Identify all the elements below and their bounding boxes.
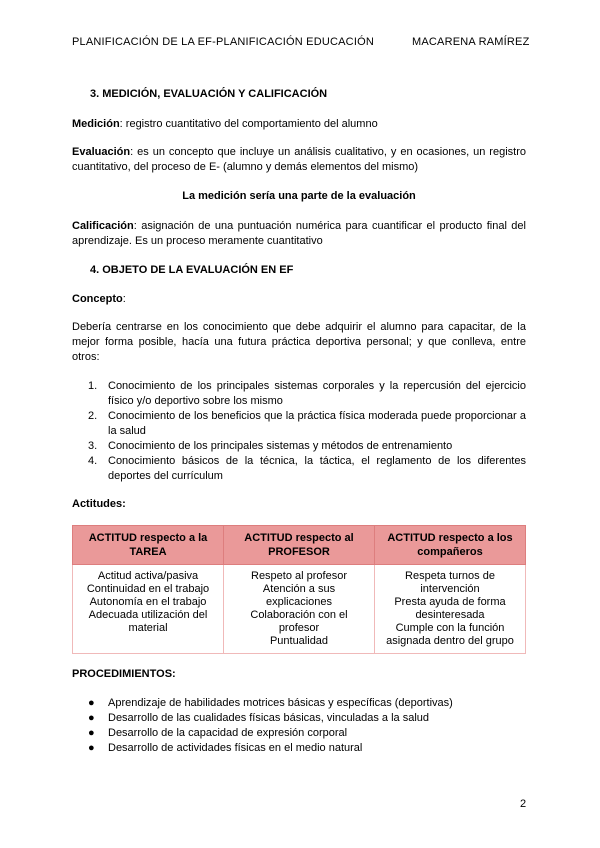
section-4-title: 4. OBJETO DE LA EVALUACIÓN EN EF: [90, 264, 294, 276]
calificacion-text: : asignación de una puntuación numérica para cuantificar el producto final del aprendizaje. Es un proceso meramente cuantitativo: [72, 220, 526, 247]
list-text: Conocimiento de los principales sistemas y métodos de entrenamiento: [108, 440, 453, 452]
list-text: Conocimiento básicos de la técnica, la táctica, el reglamento de los diferentes deportes del currículum: [108, 455, 526, 482]
evaluacion-term: Evaluación: [72, 146, 131, 158]
concepto-colon: :: [122, 293, 126, 305]
calificacion-paragraph: [72, 219, 526, 249]
table-cell-tarea: [73, 565, 224, 654]
list-item: [72, 741, 526, 756]
list-text: Desarrollo de la capacidad de expresión corporal: [108, 727, 348, 739]
cell-line: Autonomía en el trabajo: [89, 596, 207, 608]
bullet-icon: ●: [88, 727, 95, 739]
list-item: [72, 379, 526, 409]
list-item: [72, 726, 526, 741]
bullet-icon: ●: [88, 712, 95, 724]
list-text: Conocimiento de los beneficios que la práctica física moderada puede proporcionar a la salud: [108, 410, 526, 437]
medicion-text: : registro cuantitativo del comportamiento del alumno: [119, 118, 378, 130]
list-item: [72, 439, 526, 454]
table-header-companeros: ACTITUD respecto a los compañeros: [375, 526, 526, 565]
table-header-row: [73, 526, 526, 565]
table-cell-companeros: [375, 565, 526, 654]
evaluacion-text: : es un concepto que incluye un análisis cualitativo, y en ocasiones, un registro cuantitativo, del proceso de E- (alumno y demás elementos del mismo): [72, 146, 526, 173]
table-row: [73, 565, 526, 654]
procedimientos-title: PROCEDIMIENTOS:: [72, 668, 176, 680]
cell-line: Presta ayuda de forma desinteresada: [394, 596, 506, 621]
calificacion-term: Calificación: [72, 220, 134, 232]
actitudes-table: [72, 525, 526, 654]
section-3-title: 3. MEDICIÓN, EVALUACIÓN Y CALIFICACIÓN: [90, 88, 328, 100]
cell-line: Puntualidad: [269, 635, 329, 647]
cell-line: Cumple con la función asignada dentro del grupo: [386, 622, 514, 647]
list-item: [72, 696, 526, 711]
list-text: Conocimiento de los principales sistemas corporales y la repercusión del ejercicio físico y/o deportivo sobre los mismo: [108, 380, 526, 407]
list-text: Desarrollo de actividades físicas en el medio natural: [108, 742, 363, 754]
page-number: 2: [520, 798, 527, 810]
actitudes-title: Actitudes:: [72, 498, 126, 510]
cell-line: Respeta turnos de intervención: [405, 570, 495, 595]
concepto-intro: Debería centrarse en los conocimiento que debe adquirir el alumno para capacitar, de la mejor forma posible, hacía una futura práctica deportiva personal; y que conlleva, entre otros:: [72, 321, 526, 363]
table-cell-profesor: [224, 565, 375, 654]
header-left: PLANIFICACIÓN DE LA EF-PLANIFICACIÓN EDUCACIÓN: [72, 36, 374, 48]
cell-line: Respeto al profesor: [251, 570, 347, 582]
list-number: 1.: [88, 380, 98, 392]
procedimientos-list: [72, 696, 526, 756]
cell-line: Adecuada utilización del material: [88, 609, 208, 634]
list-item: [72, 454, 526, 484]
concepto-label: [72, 292, 526, 307]
list-number: 4.: [88, 455, 98, 467]
list-text: Desarrollo de las cualidades físicas básicas, vinculadas a la salud: [108, 712, 430, 724]
cell-line: Atención a sus explicaciones: [262, 583, 336, 608]
list-number: 2.: [88, 410, 98, 422]
list-text: Aprendizaje de habilidades motrices básicas y específicas (deportivas): [108, 697, 453, 709]
header-right: MACARENA RAMÍREZ: [412, 36, 530, 48]
medicion-paragraph: [72, 117, 526, 132]
cell-line: Continuidad en el trabajo: [86, 583, 210, 595]
list-number: 3.: [88, 440, 98, 452]
table-header-tarea: ACTITUD respecto a la TAREA: [73, 526, 224, 565]
medicion-term: Medición: [72, 118, 120, 130]
table-header-profesor: ACTITUD respecto al PROFESOR: [224, 526, 375, 565]
cell-line: Colaboración con el profesor: [250, 609, 348, 634]
concepto-list: [72, 379, 526, 484]
cell-line: Actitud activa/pasiva: [97, 570, 199, 582]
list-item: [72, 711, 526, 726]
bullet-icon: ●: [88, 742, 95, 754]
list-item: [72, 409, 526, 439]
medicion-highlight: La medición sería una parte de la evaluación: [182, 190, 416, 202]
bullet-icon: ●: [88, 697, 95, 709]
concepto-term: Concepto: [72, 293, 123, 305]
evaluacion-paragraph: [72, 145, 526, 175]
